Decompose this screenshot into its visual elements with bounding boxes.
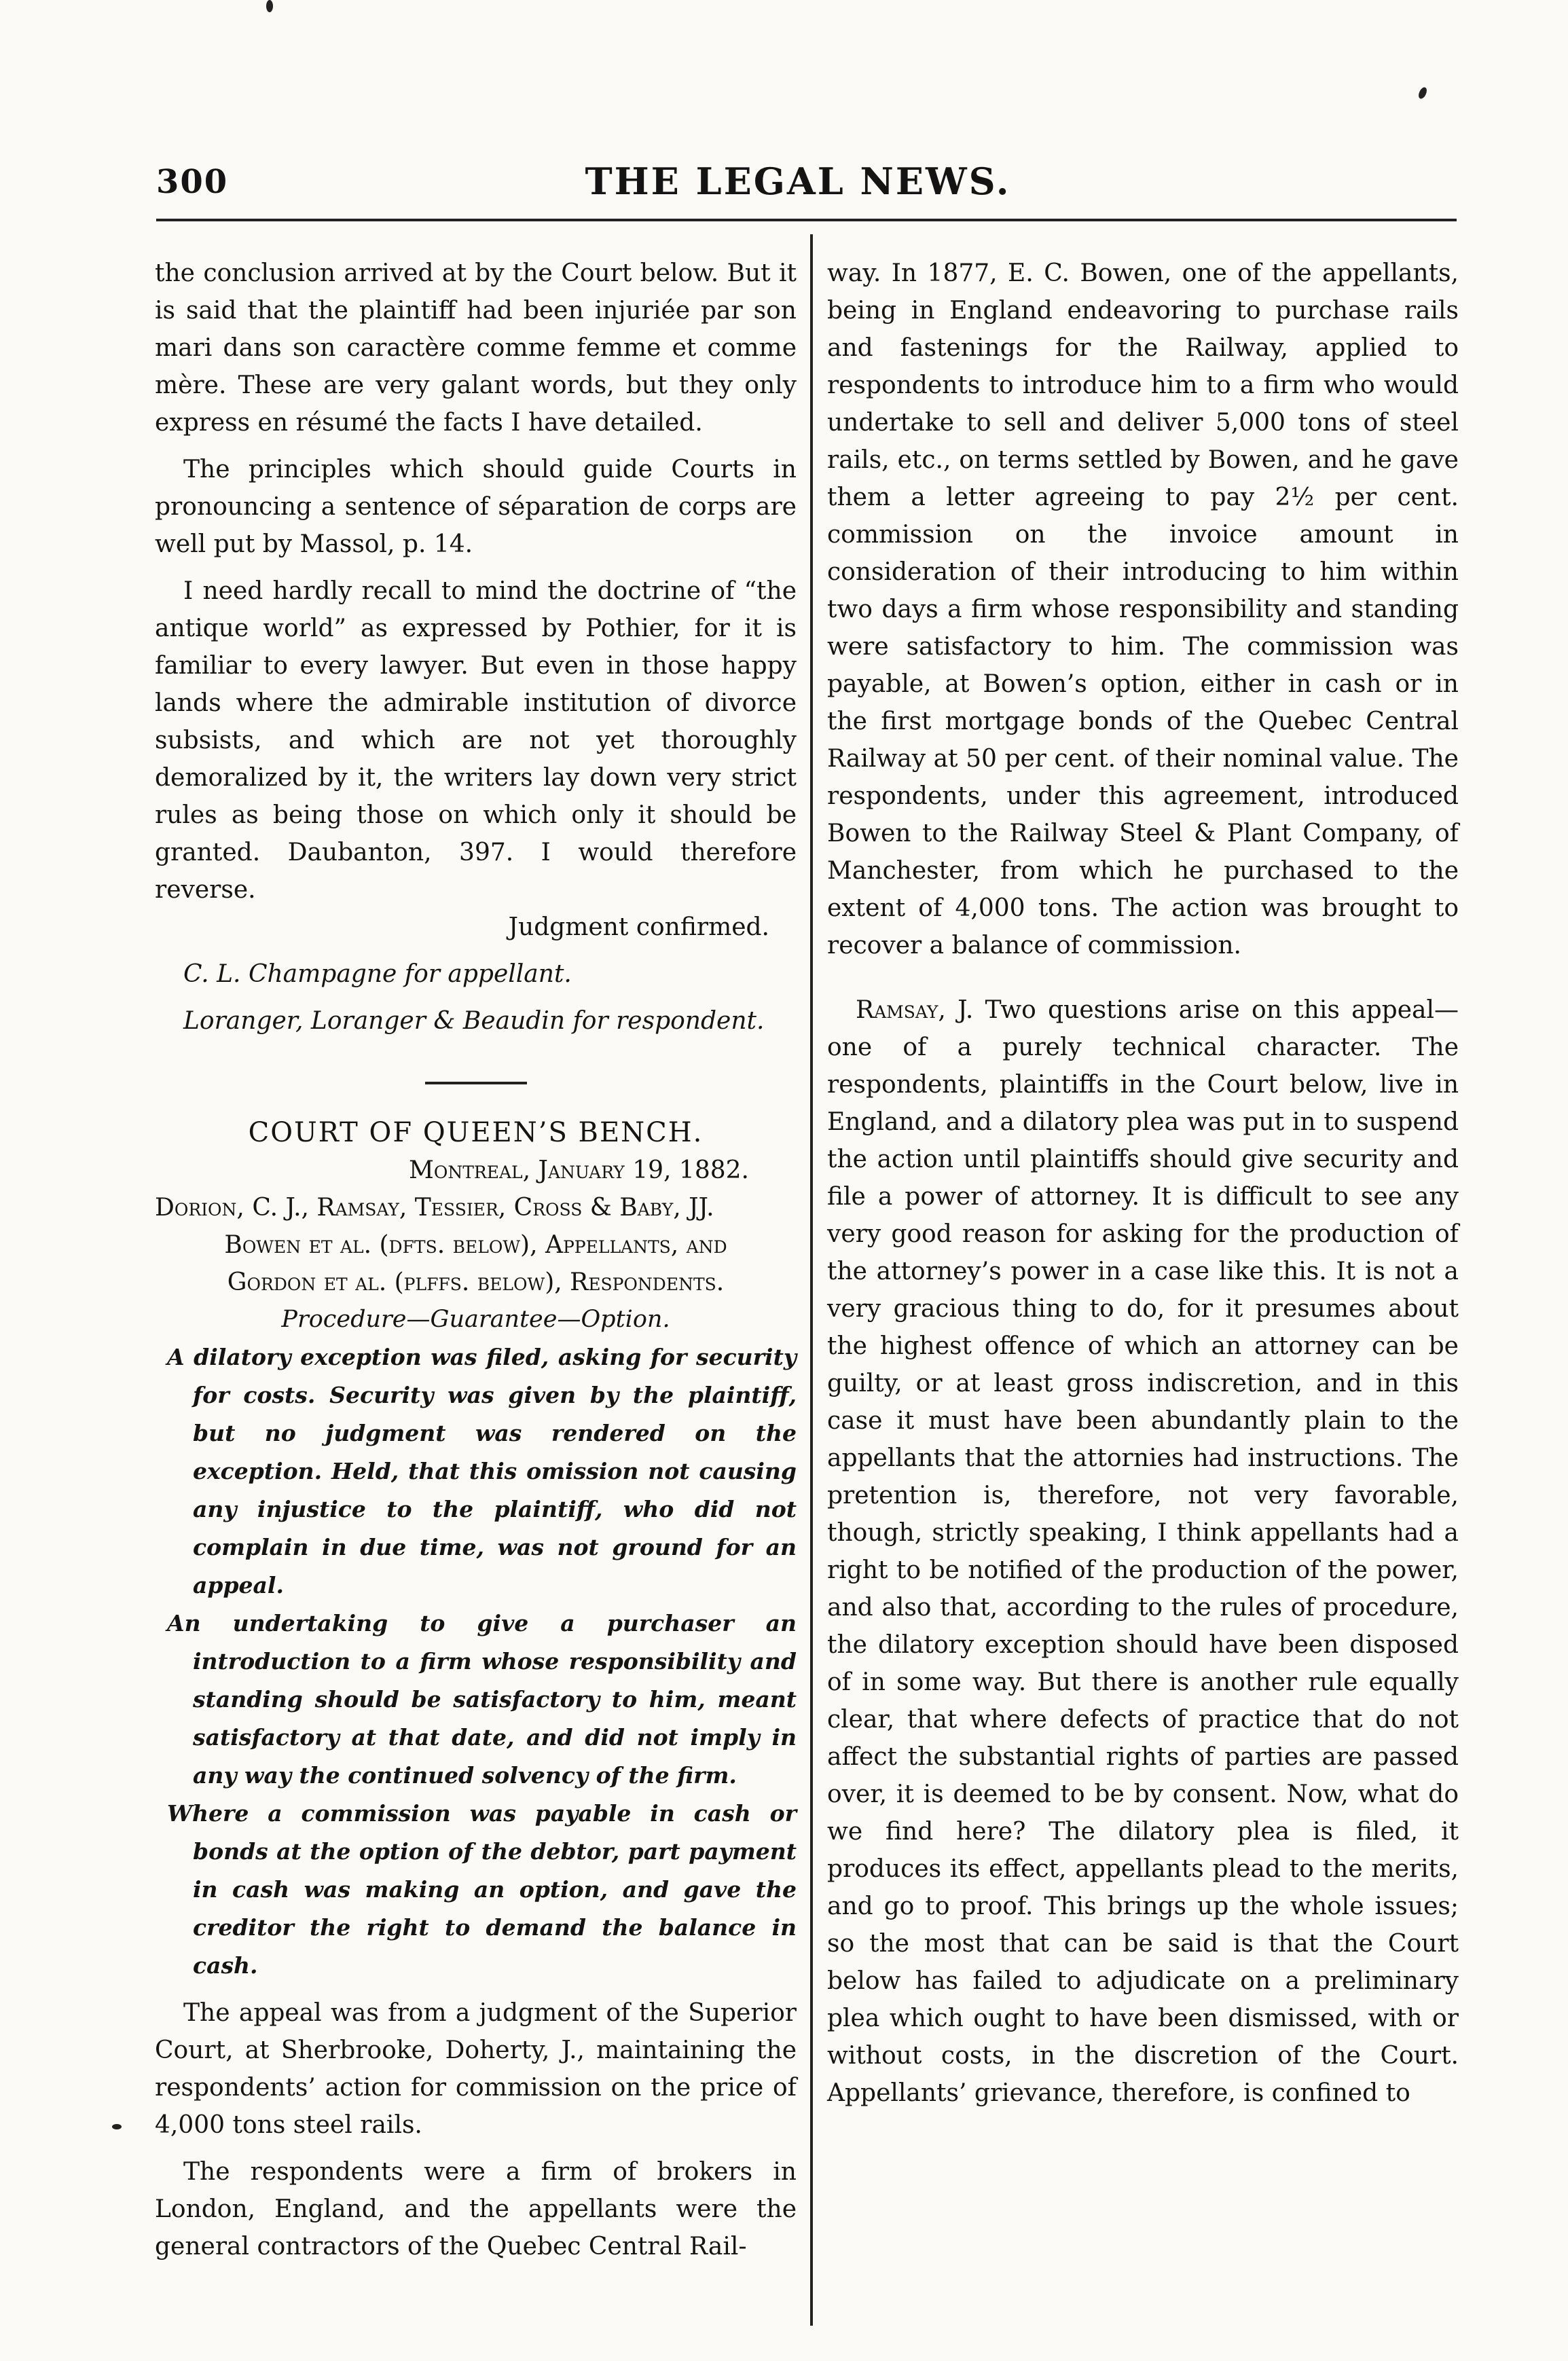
counsel-respondent: Loranger, Loranger & Beaudin for respondent.: [183, 1007, 765, 1035]
court-heading: COURT OF QUEEN’S BENCH.: [248, 1117, 704, 1148]
judgment-line: Judgment confirmed.: [508, 913, 769, 941]
case-subject: Procedure—Guarantee—Option.: [281, 1306, 670, 1333]
case-date: Montreal, January 19, 1882.: [409, 1156, 749, 1184]
counsel-appellant: C. L. Champagne for appellant.: [183, 960, 572, 988]
parties-respondents: Gordon et al. (plffs. below), Respondents.: [227, 1268, 725, 1296]
headnote: Where a commission was payable in cash or bonds at the option of the debtor, part payment in cash was making an option, and gave the creditor the right to demand the balance in cash.: [167, 1800, 797, 1979]
headnote: An undertaking to give a purchaser an introduction to a firm whose responsibility and standing should be satisfactory to him, meant satisfactory at that date, and did not imply in any way the continued solvency of the firm.: [167, 1610, 797, 1789]
right-column: [827, 255, 1459, 2112]
page-number: 300: [156, 163, 229, 201]
margin-mark: [112, 2124, 122, 2129]
judge-name: Ramsay, J.: [856, 996, 974, 1024]
ink-speck: [1417, 86, 1429, 100]
paragraph: The principles which should guide Courts in pronouncing a sentence of séparation de corps are well put by Massol, p. 14.: [155, 456, 797, 558]
paragraph: the conclusion arrived at by the Court below. But it is said that the plaintiff had been injuriée par son mari dans son caractère comme femme et comme mère. These are very galant words, but they only express en résumé the facts I have detailed.: [155, 259, 797, 437]
running-header: [136, 153, 1460, 214]
judges-line: Dorion, C. J., Ramsay, Tessier, Cross & Baby, JJ.: [155, 1194, 714, 1222]
opinion-text: Two questions arise on this appeal—one of a purely technical character. The respondents, plaintiffs in the Court below, live in England, and a dilatory plea was put in to suspend the action until plaintiffs should give security and file a power of attorney. It is difficult to see any very good reason for asking for the production of the attorney’s power in a case like this. It is not a very gracious thing to do, for it presumes about the highest offence of which an attorney can be guilty, or at least gross indiscretion, and in this case it must have been abundantly plain to the appellants that the attornies had instructions. The pretention is, therefore, not very favorable, though, strictly speaking, I think appellants had a right to be notified of the production of the power, and also that, according to the rules of procedure, the dilatory exception should have been disposed of in some way. But there is another rule equally clear, that where defects of practice that do not affect the substantial rights of parties are passed over, it is deemed to be by consent. Now, what do we find here? The dilatory plea is filed, it produces its effect, appellants plead to the merits, and go to proof. This brings up the whole issues; so the most that can be said is that the Court below has failed to adjudicate on a preliminary plea which ought to have been dismissed, with or without costs, in the discretion of the Court. Appellants’ grievance, therefore, is confined to: [827, 996, 1459, 2107]
paragraph: way. In 1877, E. C. Bowen, one of the appellants, being in England endeavoring to purchase rails and fastenings for the Railway, applied to respondents to introduce him to a firm who would undertake to sell and deliver 5,000 tons of steel rails, etc., on terms settled by Bowen, and he gave them a letter agreeing to pay 2½ per cent. commission on the invoice amount in consideration of their introducing to him within two days a firm whose responsibility and standing were satisfactory to him. The commission was payable, at Bowen’s option, either in cash or in the first mortgage bonds of the Quebec Central Railway at 50 per cent. of their nominal value. The respondents, under this agreement, introduced Bowen to the Railway Steel & Plant Company, of Manchester, from which he purchased to the extent of 4,000 tons. The action was brought to recover a balance of commission.: [827, 259, 1459, 959]
paragraph: I need hardly recall to mind the doctrine of “the antique world” as expressed by Pothier, for it is familiar to every lawyer. But even in those happy lands where the admirable institution of divorce subsists, and which are not yet thoroughly demoralized by it, the writers lay down very strict rules as being those on which only it should be granted. Daubanton, 397. I would therefore reverse.: [155, 577, 797, 904]
parties-appellants: Bowen et al. (dfts. below), Appellants, and: [224, 1231, 727, 1259]
header-rule: [156, 219, 1457, 221]
paragraph: The respondents were a firm of brokers in London, England, and the appellants were the general contractors of the Quebec Central Rail-: [155, 2158, 797, 2261]
section-divider: [425, 1082, 527, 1084]
left-column: [155, 255, 797, 2265]
opinion-paragraph: [827, 991, 1459, 2112]
headnote: A dilatory exception was filed, asking for security for costs. Security was given by the plaintiff, but no judgment was rendered on the exception. Held, that this omission not causing any injustice to the plaintiff, who did not complain in due time, was not ground for an appeal.: [167, 1344, 797, 1598]
paragraph: The appeal was from a judgment of the Superior Court, at Sherbrooke, Doherty, J., maintaining the respondents’ action for commission on the price of 4,000 tons steel rails.: [155, 1999, 797, 2139]
column-divider: [810, 234, 813, 2326]
ink-speck: [266, 0, 273, 12]
journal-title: THE LEGAL NEWS.: [585, 160, 1011, 203]
